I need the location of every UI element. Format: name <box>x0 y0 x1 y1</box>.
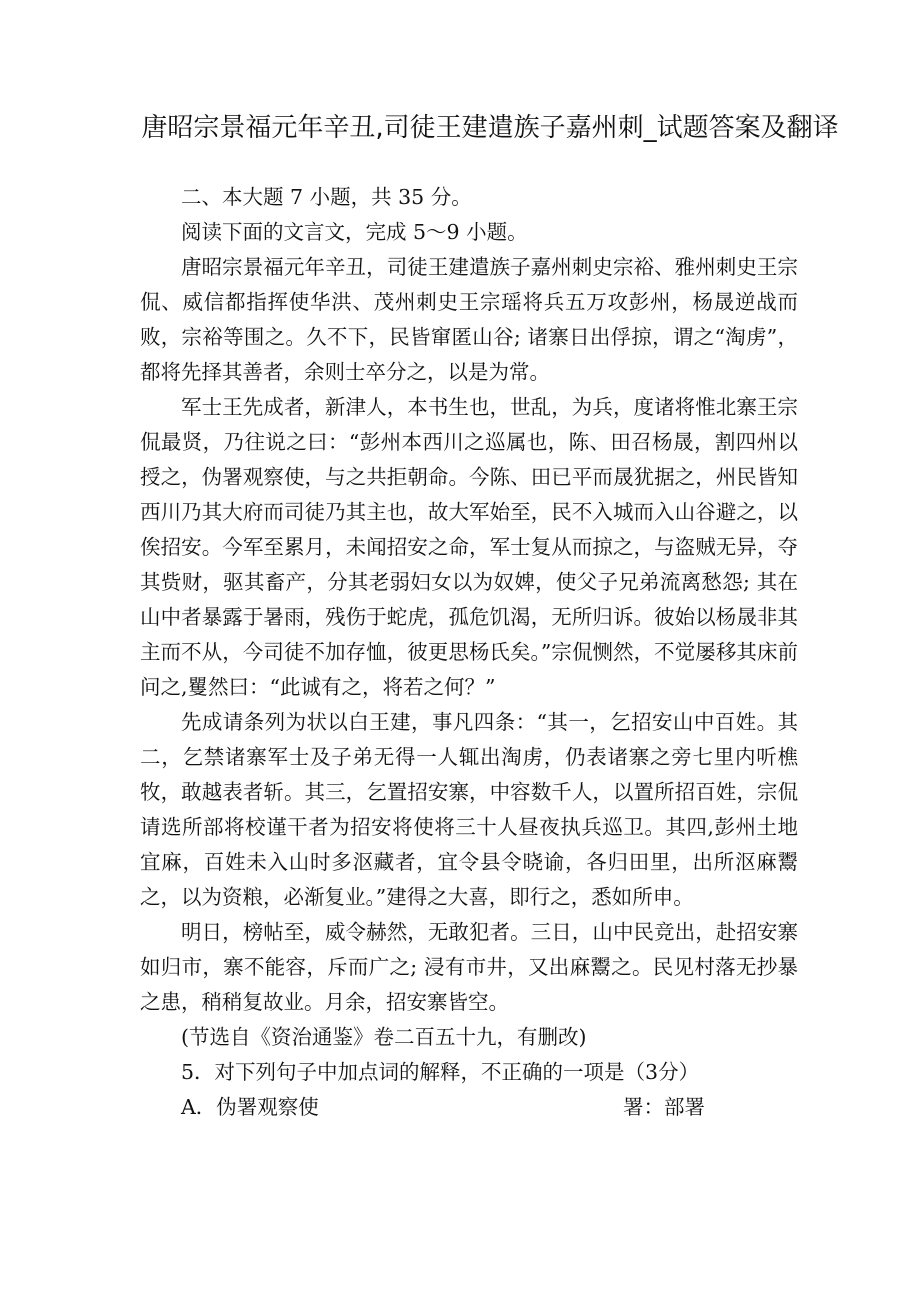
passage-paragraph-1: 唐昭宗景福元年辛丑，司徒王建遣族子嘉州刺史宗裕、雅州刺史王宗侃、威信都指挥使华洪、茂州刺史王宗瑶将兵五万攻彭州，杨晟逆战而败，宗裕等围之。久不下，民皆窜匿山谷; 诸寨日出俘掠，谓之“淘虏”，都将先择其善者，余则士卒分之，以是为常。 <box>140 255 798 384</box>
reading-instruction: 阅读下面的文言文，完成 5～9 小题。 <box>181 220 528 244</box>
question-5-stem: 5．对下列句子中加点词的解释，不正确的一项是（3分） <box>181 1060 700 1084</box>
option-a-sentence: A．伪署观察使 <box>181 1095 319 1119</box>
passage-paragraph-2: 军士王先成者，新津人，本书生也，世乱，为兵，度诸将惟北寨王宗侃最贤，乃往说之曰：“彭州本西川之巡属也，陈、田召杨晟，割四州以授之，伪署观察使，与之共拒朝命。今陈、田已平而晟犹据之，州民皆知西川乃其大府而司徒乃其主也，故大军始至，民不入城而入山谷避之，以俟招安。今军至累月，未闻招安之命，军士复从而掠之，与盗贼无异，夺其赀财，驱其畜产，分其老弱妇女以为奴婢，使父子兄弟流离愁怨; 其在山中者暴露于暑雨，残伤于蛇虎，孤危饥渴，无所归诉。彼始以杨晟非其主而不从，今司徒不加存恤，彼更思杨氏矣。”宗侃恻然，不觉屡移其床前问之,矍然曰：“此诚有之，将若之何？” <box>140 395 798 699</box>
option-a-gloss: 署：部署 <box>623 1095 705 1119</box>
source-note: (节选自《资治通鉴》卷二百五十九，有删改) <box>181 1025 587 1049</box>
passage-paragraph-3: 先成请条列为状以白王建，事凡四条：“其一，乞招安山中百姓。其二，乞禁诸寨军士及子弟无得一人辄出淘虏，仍表诸寨之旁七里内听樵牧，敢越表者斩。其三，乞置招安寨，中容数千人，以置所招百姓，宗侃请选所部将校谨干者为招安将使将三十人昼夜执兵巡卫。其四,彭州土地宜麻，百姓未入山时多沤藏者，宜令县令晓谕，各归田里，出所沤麻鬻之，以为资粮，必渐复业。”建得之大喜，即行之，悉如所申。 <box>140 710 798 909</box>
passage-paragraph-4: 明日，榜帖至，威令赫然，无敢犯者。三日，山中民竞出，赴招安寨如归市，寨不能容，斥而广之; 浸有市井，又出麻鬻之。民见村落无抄暴之患，稍稍复故业。月余，招安寨皆空。 <box>140 920 798 1014</box>
document-title: 唐昭宗景福元年辛丑,司徒王建遣族子嘉州刺_试题答案及翻译 <box>141 113 839 143</box>
question-5-option-a <box>140 1090 798 1125</box>
document-body <box>140 180 798 1125</box>
section-header: 二、本大题 7 小题，共 35 分。 <box>181 185 472 209</box>
